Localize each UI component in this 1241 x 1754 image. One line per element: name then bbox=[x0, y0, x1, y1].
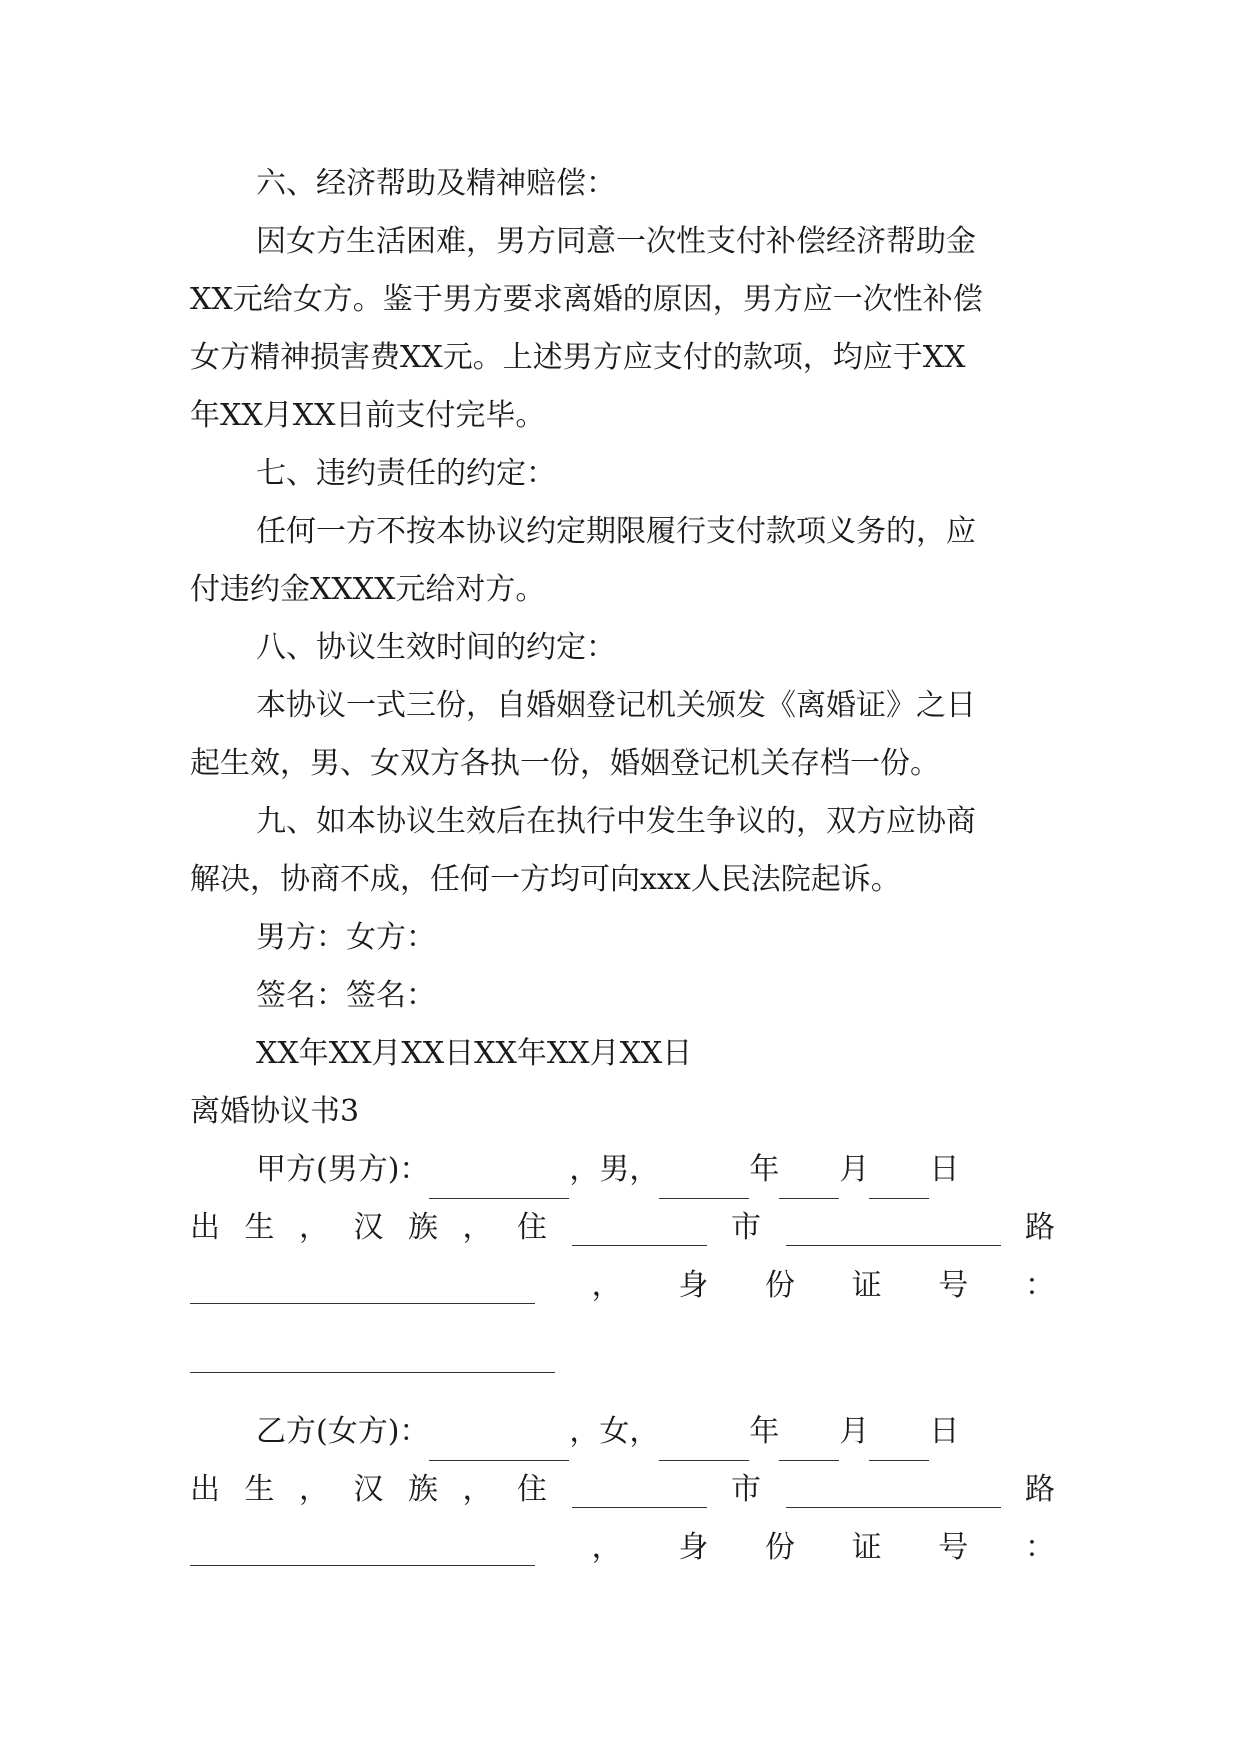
party-b-label: 乙方(女方)： bbox=[256, 1414, 430, 1449]
address-word: 出 bbox=[190, 1210, 220, 1245]
address-word: 出 bbox=[190, 1472, 220, 1507]
paragraph-line: 起生效，男、女双方各执一份，婚姻登记机关存档一份。 bbox=[190, 746, 940, 781]
signature-dates: XX年XX月XX日XX年XX月XX日 bbox=[256, 1036, 693, 1071]
section-spacer bbox=[190, 1373, 1055, 1403]
section-heading: 八、协议生效时间的约定： bbox=[256, 630, 616, 665]
party-a-id-blank-line bbox=[190, 1315, 1055, 1373]
party-b-line bbox=[190, 1403, 1055, 1461]
paragraph-line: 本协议一式三份，自婚姻登记机关颁发《离婚证》之日 bbox=[256, 688, 976, 723]
document-title: 离婚协议书3 bbox=[190, 1094, 360, 1129]
party-a-road-blank bbox=[786, 1211, 1001, 1246]
party-b-city-blank bbox=[572, 1473, 707, 1508]
address-word: ， bbox=[299, 1210, 329, 1245]
paragraph-line: 任何一方不按本协议约定期限履行支付款项义务的，应 bbox=[256, 514, 976, 549]
id-word: 身 bbox=[678, 1268, 709, 1303]
id-word: 号 bbox=[938, 1530, 969, 1565]
city-label: 市 bbox=[731, 1472, 761, 1507]
party-labels: 男方：女方： bbox=[256, 920, 436, 955]
party-a-name-blank bbox=[429, 1164, 569, 1199]
party-b-month: 月 bbox=[839, 1414, 870, 1449]
party-a-street-blank bbox=[190, 1269, 535, 1304]
address-word: 族 bbox=[408, 1472, 438, 1507]
party-a-id-blank bbox=[190, 1338, 555, 1373]
paragraph-line: 解决，协商不成，任何一方均可向xxx人民法院起诉。 bbox=[190, 862, 901, 897]
id-word: ， bbox=[591, 1530, 622, 1565]
id-word: 证 bbox=[851, 1268, 882, 1303]
party-b-address-line bbox=[190, 1461, 1055, 1519]
id-word: 份 bbox=[764, 1530, 795, 1565]
paragraph-line: 因女方生活困难，男方同意一次性支付补偿经济帮助金 bbox=[256, 224, 976, 259]
section-heading: 六、经济帮助及精神赔偿： bbox=[256, 166, 616, 201]
address-word: ， bbox=[462, 1472, 493, 1507]
party-a-month: 月 bbox=[839, 1152, 870, 1187]
id-word: 身 bbox=[678, 1530, 709, 1565]
party-b-id-line bbox=[190, 1519, 1055, 1577]
party-a-month-blank bbox=[779, 1164, 839, 1199]
id-word: 号 bbox=[938, 1268, 969, 1303]
id-word: 份 bbox=[764, 1268, 795, 1303]
party-b-name-blank bbox=[429, 1426, 569, 1461]
paragraph-line: 九、如本协议生效后在执行中发生争议的，双方应协商 bbox=[256, 804, 976, 839]
address-word: 住 bbox=[517, 1472, 547, 1507]
address-word: 生 bbox=[244, 1472, 275, 1507]
paragraph-line: XX元给女方。鉴于男方要求离婚的原因，男方应一次性补偿 bbox=[190, 282, 983, 317]
party-b-year-blank bbox=[659, 1426, 749, 1461]
id-word: ： bbox=[1024, 1530, 1055, 1565]
address-word: 汉 bbox=[353, 1472, 384, 1507]
address-word: ， bbox=[299, 1472, 329, 1507]
party-b-month-blank bbox=[779, 1426, 839, 1461]
party-b-day-blank bbox=[869, 1426, 929, 1461]
party-a-id-line bbox=[190, 1257, 1055, 1315]
id-word: 证 bbox=[851, 1530, 882, 1565]
road-label: 路 bbox=[1025, 1472, 1055, 1507]
section-heading: 七、违约责任的约定： bbox=[256, 456, 556, 491]
party-b-gender: ，女， bbox=[569, 1414, 660, 1449]
party-b-day: 日 bbox=[929, 1414, 960, 1449]
city-label: 市 bbox=[731, 1210, 761, 1245]
address-word: 汉 bbox=[353, 1210, 384, 1245]
party-a-gender: ，男， bbox=[569, 1152, 660, 1187]
party-a-city-blank bbox=[572, 1211, 707, 1246]
party-a-day-blank bbox=[869, 1164, 929, 1199]
id-word: ： bbox=[1024, 1268, 1055, 1303]
party-a-year: 年 bbox=[749, 1152, 780, 1187]
party-a-label: 甲方(男方)： bbox=[256, 1152, 430, 1187]
paragraph-line: 付违约金XXXX元给对方。 bbox=[190, 572, 546, 607]
party-a-line bbox=[190, 1141, 1055, 1199]
party-a-year-blank bbox=[659, 1164, 749, 1199]
party-b-year: 年 bbox=[749, 1414, 780, 1449]
document-page bbox=[190, 155, 1055, 1577]
road-label: 路 bbox=[1025, 1210, 1055, 1245]
paragraph-line: 年XX月XX日前支付完毕。 bbox=[190, 398, 546, 433]
address-word: ， bbox=[462, 1210, 493, 1245]
party-b-street-blank bbox=[190, 1531, 535, 1566]
address-word: 住 bbox=[517, 1210, 547, 1245]
party-a-address-line bbox=[190, 1199, 1055, 1257]
signature-labels: 签名：签名： bbox=[256, 978, 436, 1013]
address-word: 族 bbox=[408, 1210, 438, 1245]
party-a-day: 日 bbox=[929, 1152, 960, 1187]
party-b-road-blank bbox=[786, 1473, 1001, 1508]
paragraph-line: 女方精神损害费XX元。上述男方应支付的款项，均应于XX bbox=[190, 340, 966, 375]
address-word: 生 bbox=[244, 1210, 275, 1245]
id-word: ， bbox=[591, 1268, 622, 1303]
